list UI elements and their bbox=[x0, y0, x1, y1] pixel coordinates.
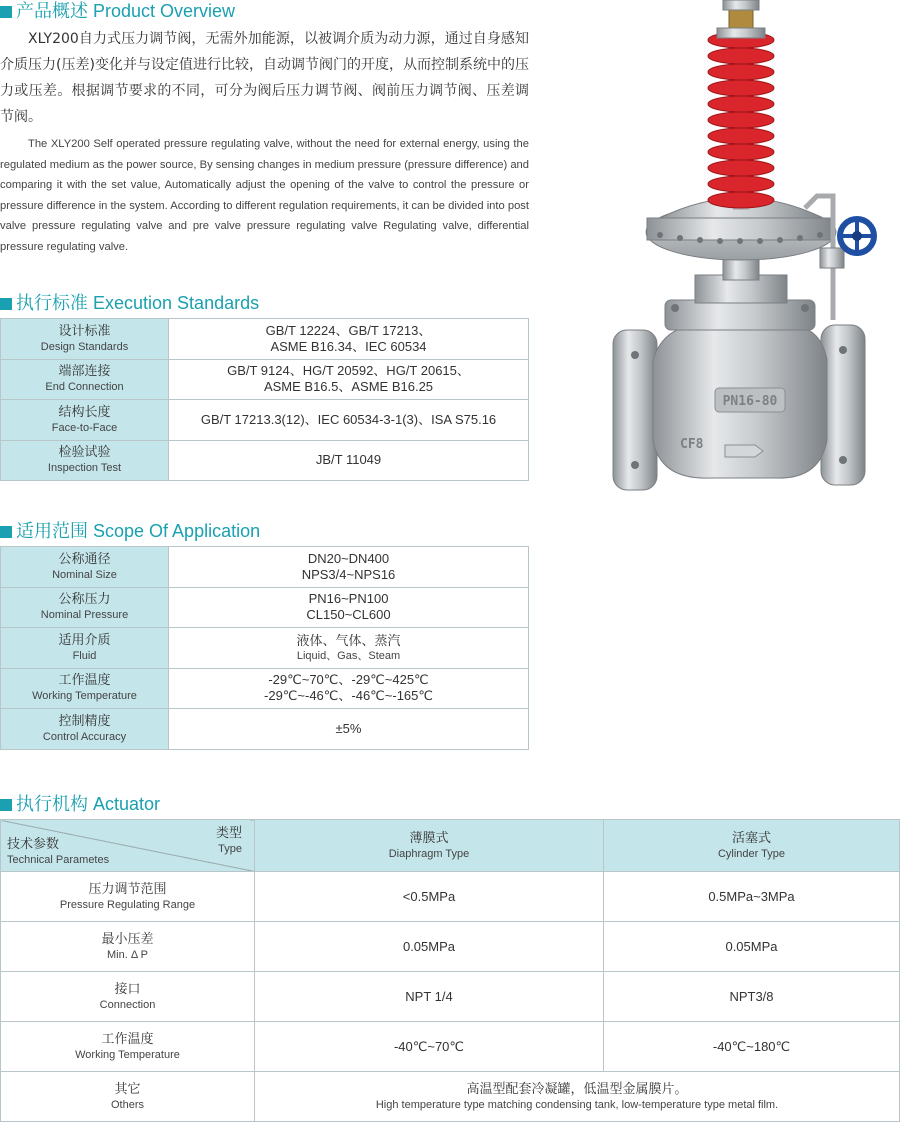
table-row bbox=[1, 872, 900, 922]
row-label: 压力调节范围 Pressure Regulating Range bbox=[1, 872, 255, 922]
standards-table bbox=[0, 318, 529, 481]
table-row bbox=[1, 1072, 900, 1122]
table-row bbox=[1, 668, 529, 709]
row-label: 端部连接 End Connection bbox=[1, 359, 169, 400]
diagonal-header-cell: 类型 Type 技术参数 Technical Parametes bbox=[1, 820, 255, 872]
table-row bbox=[1, 709, 529, 750]
heading-square-icon bbox=[0, 298, 12, 310]
cell-value: NPT 1/4 bbox=[255, 972, 604, 1022]
overview-heading bbox=[0, 0, 235, 22]
row-value: 液体、气体、蒸汽 Liquid、Gas、Steam bbox=[169, 628, 529, 669]
cell-value: NPT3/8 bbox=[604, 972, 900, 1022]
column-header-cylinder: 活塞式 Cylinder Type bbox=[604, 820, 900, 872]
row-value: -29℃~70℃、-29℃~425℃ -29℃~-46℃、-46℃~-165℃ bbox=[169, 668, 529, 709]
row-label: 公称通径 Nominal Size bbox=[1, 547, 169, 588]
row-label: 结构长度 Face-to-Face bbox=[1, 400, 169, 441]
actuator-title: 执行机构 Actuator bbox=[16, 794, 161, 814]
heading-square-icon bbox=[0, 526, 12, 538]
row-value: ±5% bbox=[169, 709, 529, 750]
row-label: 其它 Others bbox=[1, 1072, 255, 1122]
red-spring bbox=[708, 30, 774, 210]
standards-title: 执行标准 Execution Standards bbox=[16, 293, 260, 313]
table-row bbox=[1, 440, 529, 481]
table-row bbox=[1, 547, 529, 588]
row-value: DN20~DN400 NPS3/4~NPS16 bbox=[169, 547, 529, 588]
row-label: 工作温度 Working Temperature bbox=[1, 1022, 255, 1072]
scope-table bbox=[0, 546, 529, 750]
table-row bbox=[1, 359, 529, 400]
row-label: 最小压差 Min. Δ P bbox=[1, 922, 255, 972]
overview-text-en: The XLY200 Self operated pressure regulating valve, without the need for external energy, using the regulated medium as the power source, By sensing changes in medium pressure (pressure difference) and comparing it with the set value, Automatically adjust the opening of the valve to control the pressure or pressure difference in the system. According to different regulation requirements, it can be divided into post valve pressure regulating valve and pre valve pressure regulating valve Regulating valve, differential pressure regulating valve. bbox=[0, 138, 529, 253]
valve-product-image bbox=[605, 0, 880, 495]
column-header-diaphragm: 薄膜式 Diaphragm Type bbox=[255, 820, 604, 872]
cell-value: 高温型配套冷凝罐，低温型金属膜片。 High temperature type matching condensing tank, low-temperature type metal film. bbox=[255, 1072, 900, 1122]
table-row bbox=[1, 922, 900, 972]
row-value: JB/T 11049 bbox=[169, 440, 529, 481]
actuator-heading bbox=[0, 793, 160, 815]
scope-title: 适用范围 Scope Of Application bbox=[16, 521, 261, 541]
row-value: GB/T 9124、HG/T 20592、HG/T 20615、 ASME B16.5、ASME B16.25 bbox=[169, 359, 529, 400]
table-row bbox=[1, 972, 900, 1022]
overview-title: 产品概述 Product Overview bbox=[16, 1, 236, 21]
adjusting-screw bbox=[717, 0, 765, 38]
row-value: GB/T 17213.3(12)、IEC 60534-3-1(3)、ISA S75.16 bbox=[169, 400, 529, 441]
table-row bbox=[1, 1022, 900, 1072]
table-row bbox=[1, 587, 529, 628]
cell-value: -40℃~180℃ bbox=[604, 1022, 900, 1072]
heading-square-icon bbox=[0, 799, 12, 811]
row-label: 控制精度 Control Accuracy bbox=[1, 709, 169, 750]
material-marking: CF8 bbox=[680, 437, 704, 452]
row-label: 工作温度 Working Temperature bbox=[1, 668, 169, 709]
row-label: 检验试验 Inspection Test bbox=[1, 440, 169, 481]
pressure-marking: PN16-80 bbox=[722, 394, 778, 409]
row-value: PN16~PN100 CL150~CL600 bbox=[169, 587, 529, 628]
table-row bbox=[1, 319, 529, 360]
table-row bbox=[1, 400, 529, 441]
cell-value: -40℃~70℃ bbox=[255, 1022, 604, 1072]
row-label: 公称压力 Nominal Pressure bbox=[1, 587, 169, 628]
row-label: 设计标准 Design Standards bbox=[1, 319, 169, 360]
table-row bbox=[1, 628, 529, 669]
valve-body bbox=[613, 198, 865, 490]
heading-square-icon bbox=[0, 6, 12, 18]
cell-value: 0.05MPa bbox=[255, 922, 604, 972]
table-header-row bbox=[1, 820, 900, 872]
handwheel-icon bbox=[840, 219, 874, 253]
overview-text-cn: XLY200自力式压力调节阀，无需外加能源，以被调介质为动力源，通过自身感知介质压力(压差)变化并与设定值进行比较，自动调节阀门的开度，从而控制系统中的压力或压差。根据调节要求的不同，可分为阀后压力调节阀、阀前压力调节阀、压差调节阀。 bbox=[0, 31, 529, 125]
row-label: 接口 Connection bbox=[1, 972, 255, 1022]
actuator-table bbox=[0, 819, 900, 1122]
cell-value: 0.5MPa~3MPa bbox=[604, 872, 900, 922]
standards-heading bbox=[0, 292, 259, 314]
scope-heading bbox=[0, 520, 260, 542]
cell-value: <0.5MPa bbox=[255, 872, 604, 922]
row-label: 适用介质 Fluid bbox=[1, 628, 169, 669]
row-value: GB/T 12224、GB/T 17213、 ASME B16.34、IEC 60534 bbox=[169, 319, 529, 360]
cell-value: 0.05MPa bbox=[604, 922, 900, 972]
